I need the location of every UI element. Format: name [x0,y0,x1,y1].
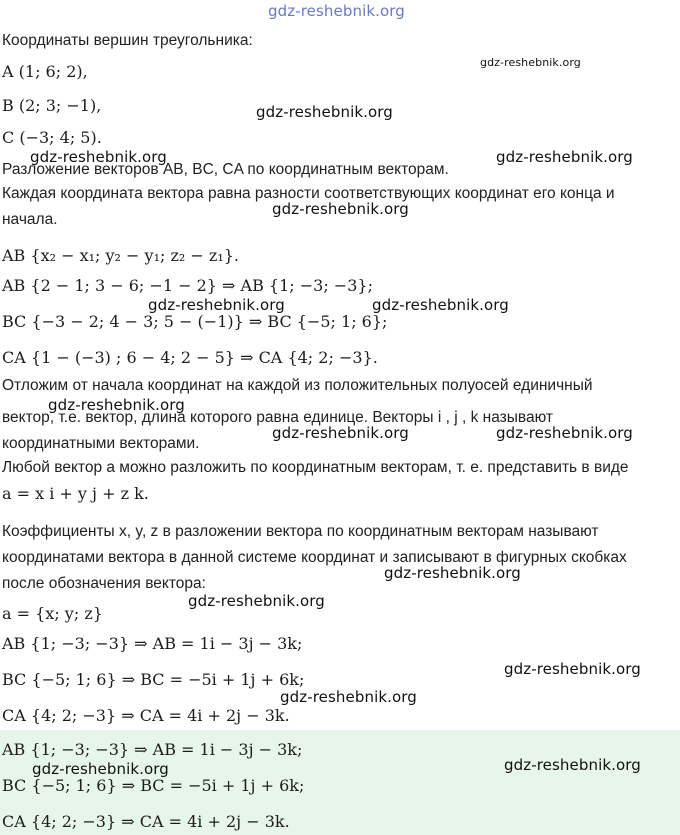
math-line-ab-answer: AB {1; −3; −3} ⇒ AB = 1i − 3j − 3k; [2,740,303,759]
math-line-bc-result: BC {−5; 1; 6} ⇒ BC = −5i + 1j + 6k; [2,670,305,689]
math-line-ca-answer: CA {4; 2; −3} ⇒ CA = 4i + 2j − 3k. [2,812,290,831]
math-line-a-coords: a = {x; y; z} [2,604,103,623]
text-line-unit-1: Отложим от начала координат на каждой из положительных полуосей единичный [2,377,593,394]
text-line-coefficients-3: после обозначения вектора: [2,575,206,592]
watermark: gdz-reshebnik.org [32,760,169,778]
watermark: gdz-reshebnik.org [148,296,285,314]
text-line-rule-1: Каждая координата вектора равна разности соответствующих координат его конца и [2,185,615,202]
watermark-top: gdz-reshebnik.org [268,2,405,20]
math-line-ca-result: CA {4; 2; −3} ⇒ CA = 4i + 2j − 3k. [2,706,290,725]
watermark: gdz-reshebnik.org [30,148,167,166]
text-line-coefficients-1: Коэффициенты x, y, z в разложении вектора по координатным векторам называют [2,523,599,540]
watermark: gdz-reshebnik.org [48,396,185,414]
math-line-bc-coords: BC {−3 − 2; 4 − 3; 5 − (−1)} ⇒ BC {−5; 1; 6}; [2,312,388,331]
math-line-ca-coords: CA {1 − (−3) ; 6 − 4; 2 − 5} ⇒ CA {4; 2; −3}. [2,348,378,367]
watermark: gdz-reshebnik.org [480,56,581,69]
text-line-unit-2: вектор, т.е. вектор, длина которого равна единице. Векторы i , j , k называют [2,409,553,426]
watermark: gdz-reshebnik.org [256,103,393,121]
watermark: gdz-reshebnik.org [504,756,641,774]
math-line-ab-result: AB {1; −3; −3} ⇒ AB = 1i − 3j − 3k; [2,634,303,653]
watermark: gdz-reshebnik.org [504,660,641,678]
text-line-unit-3: координатными векторами. [2,435,200,452]
watermark: gdz-reshebnik.org [272,424,409,442]
watermark: gdz-reshebnik.org [188,592,325,610]
watermark: gdz-reshebnik.org [280,688,417,706]
math-line-point-b: B (2; 3; −1), [2,96,102,115]
watermark: gdz-reshebnik.org [384,564,521,582]
text-line-coefficients-2: координатами вектора в данной системе координат и записывают в фигурных скобках [2,549,627,566]
math-line-bc-answer: BC {−5; 1; 6} ⇒ BC = −5i + 1j + 6k; [2,776,305,795]
watermark: gdz-reshebnik.org [372,296,509,314]
watermark: gdz-reshebnik.org [496,148,633,166]
text-line-vertices-title: Координаты вершин треугольника: [2,32,253,49]
math-line-ab-coords: AB {2 − 1; 3 − 6; −1 − 2} ⇒ AB {1; −3; −3}; [2,276,373,295]
text-line-decomposition: Разложение векторов AB, BC, CA по координатным векторам. [2,161,449,178]
text-line-rule-2: начала. [2,211,58,228]
math-line-vector-decomposition: a = x i + y j + z k. [2,484,149,503]
math-line-ab-general: AB {x₂ − x₁; y₂ − y₁; z₂ − z₁}. [2,246,239,265]
text-line-any-vector: Любой вектор a можно разложить по координатным векторам, т. е. представить в виде [2,459,629,476]
watermark: gdz-reshebnik.org [272,200,409,218]
math-line-point-c: C (−3; 4; 5). [2,128,102,147]
watermark: gdz-reshebnik.org [496,424,633,442]
math-line-point-a: A (1; 6; 2), [2,62,88,81]
